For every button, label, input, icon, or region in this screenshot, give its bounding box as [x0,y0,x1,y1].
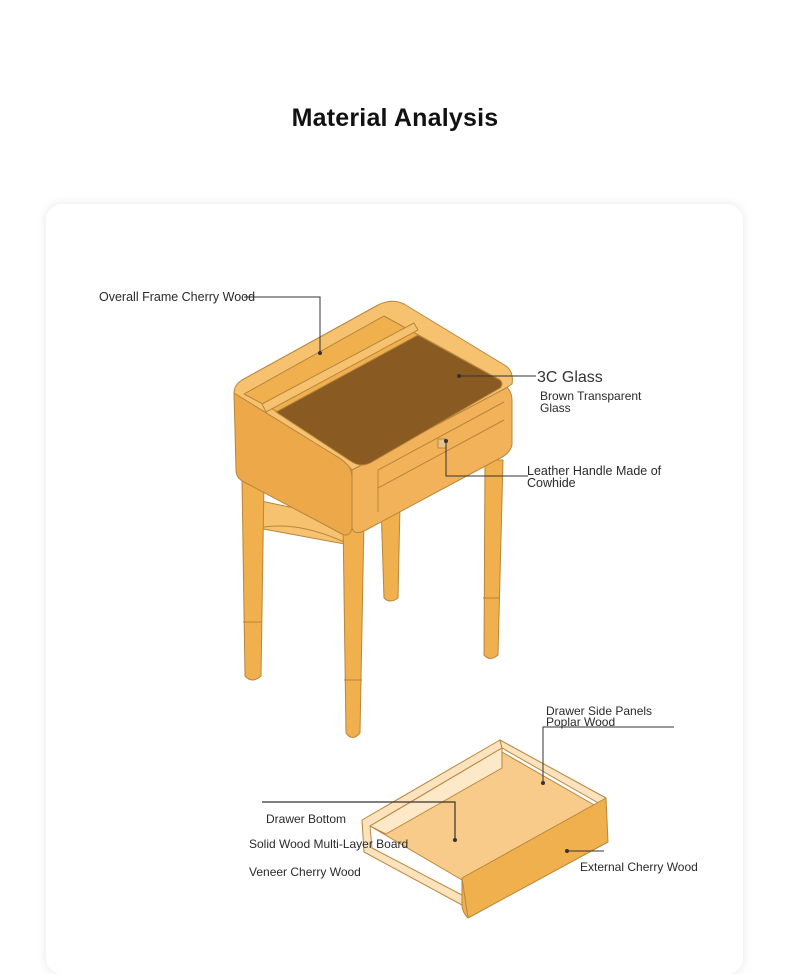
front-right-leg [343,520,364,738]
back-right-leg [484,460,503,659]
label-drawer-bottom: Drawer Bottom [266,812,347,826]
page-title: Material Analysis [291,104,499,132]
label-glass-desc-1: Brown Transparent [540,389,642,403]
label-side-panels-2: Poplar Wood [546,715,616,729]
label-handle-1: Leather Handle Made of [527,464,662,478]
label-external: External Cherry Wood [580,860,698,874]
drawer-illustration [362,740,608,918]
label-multilayer: Solid Wood Multi-Layer Board [249,837,409,851]
nightstand-illustration [234,301,512,737]
front-left-leg [242,480,264,680]
label-frame: Overall Frame Cherry Wood [99,290,256,304]
label-glass-title: 3C Glass [537,369,603,386]
label-side-panels-1: Drawer Side Panels [546,704,653,718]
label-handle-2: Cowhide [527,476,576,490]
label-veneer: Veneer Cherry Wood [249,865,361,879]
label-glass-desc-2: Glass [540,401,571,415]
